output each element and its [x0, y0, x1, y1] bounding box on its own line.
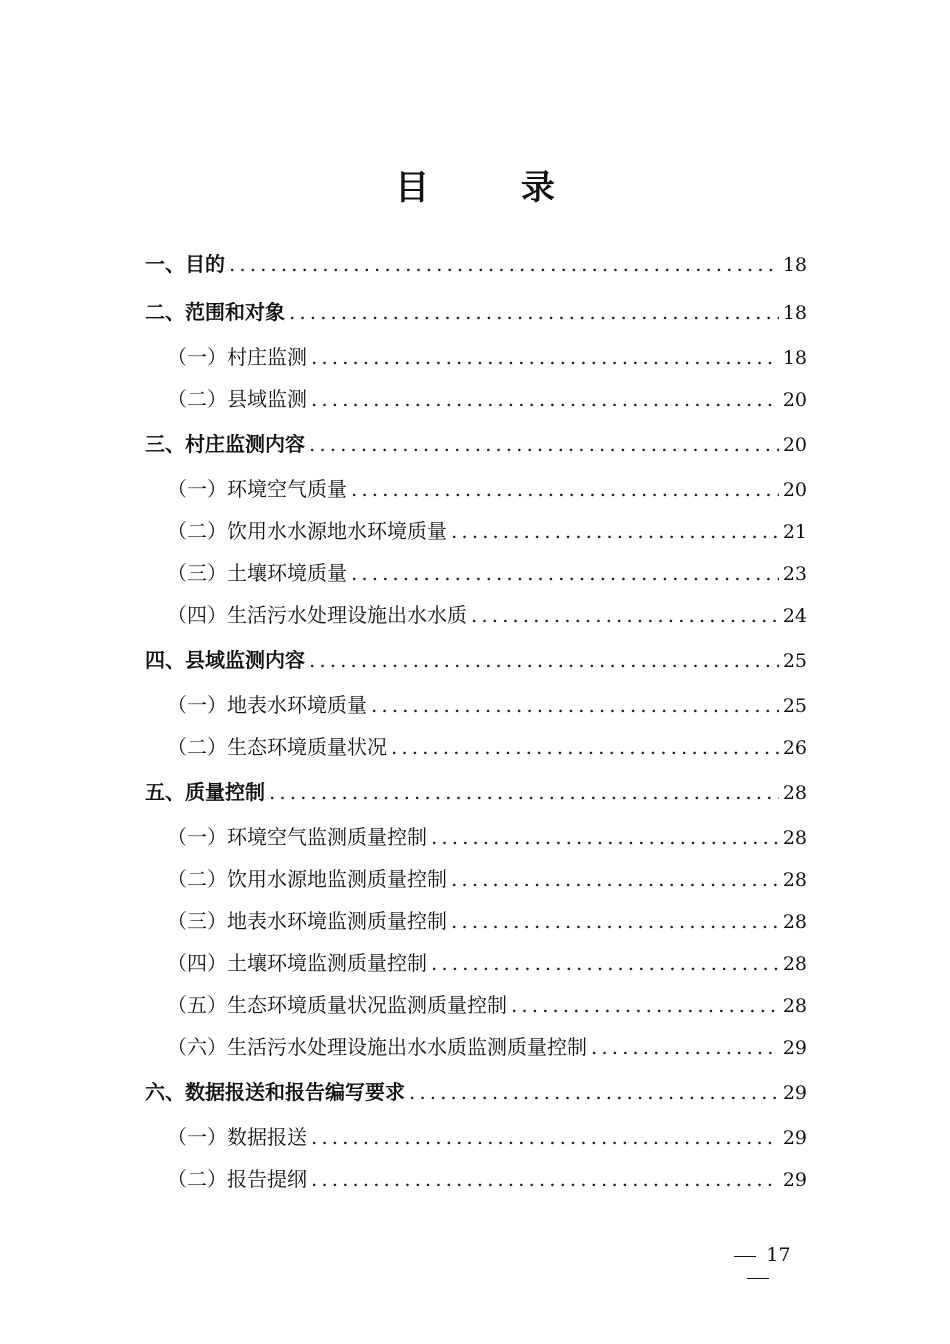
toc-entry-label: 六、数据报送和报告编写要求	[145, 1080, 405, 1104]
toc-entry-label: （五）生态环境质量状况监测质量控制	[167, 993, 507, 1017]
toc-section-entry[interactable]	[145, 1068, 807, 1116]
toc-section-entry[interactable]	[145, 240, 807, 288]
toc-entry-page-number: 28	[782, 953, 807, 975]
toc-subsection-entry[interactable]	[145, 552, 807, 594]
toc-subsection-entry[interactable]	[145, 1116, 807, 1158]
toc-subsection-entry[interactable]	[145, 726, 807, 768]
toc-entry-label: （二）生态环境质量状况	[167, 735, 387, 759]
toc-entry-page-number: 29	[782, 1169, 807, 1191]
toc-subsection-entry[interactable]	[145, 468, 807, 510]
toc-entry-page-number: 26	[782, 737, 807, 759]
toc-entry-label: （一）环境空气监测质量控制	[167, 825, 427, 849]
toc-leader-dots	[311, 336, 779, 378]
toc-entry-label: （三）地表水环境监测质量控制	[167, 909, 447, 933]
toc-subsection-entry[interactable]	[145, 900, 807, 942]
toc-subsection-entry[interactable]	[145, 594, 807, 636]
toc-leader-dots	[311, 1116, 779, 1158]
toc-entry-label: 三、村庄监测内容	[145, 432, 305, 456]
toc-entry-label: （一）数据报送	[167, 1125, 307, 1149]
toc-leader-dots	[471, 594, 779, 636]
toc-entry-page-number: 28	[782, 782, 807, 804]
footer-page-number: 17	[766, 1244, 791, 1266]
toc-entry-page-number: 29	[782, 1127, 807, 1149]
toc-leader-dots	[409, 1068, 779, 1116]
toc-entry-page-number: 25	[782, 650, 807, 672]
footer-dash-left	[734, 1256, 756, 1257]
toc-leader-dots	[351, 468, 779, 510]
toc-entry-label: （二）饮用水水源地水环境质量	[167, 519, 447, 543]
toc-subsection-entry[interactable]	[145, 336, 807, 378]
toc-leader-dots	[391, 726, 779, 768]
toc-entry-label: （一）环境空气质量	[167, 477, 347, 501]
toc-subsection-entry[interactable]	[145, 1026, 807, 1068]
toc-subsection-entry[interactable]	[145, 1158, 807, 1200]
toc-entry-page-number: 20	[782, 479, 807, 501]
toc-leader-dots	[269, 768, 779, 816]
toc-entry-label: （一）村庄监测	[167, 345, 307, 369]
toc-entry-page-number: 25	[782, 695, 807, 717]
toc-subsection-entry[interactable]	[145, 984, 807, 1026]
toc-subsection-entry[interactable]	[145, 858, 807, 900]
toc-subsection-entry[interactable]	[145, 816, 807, 858]
toc-leader-dots	[309, 636, 779, 684]
toc-entry-label: （四）生活污水处理设施出水水质	[167, 603, 467, 627]
toc-leader-dots	[229, 240, 779, 288]
page-title: 目 录	[395, 168, 595, 208]
toc-entry-page-number: 28	[782, 995, 807, 1017]
toc-entry-page-number: 28	[782, 911, 807, 933]
toc-entry-page-number: 29	[782, 1082, 807, 1104]
toc-subsection-entry[interactable]	[145, 684, 807, 726]
toc-entry-page-number: 23	[782, 563, 807, 585]
toc-entry-label: （六）生活污水处理设施出水水质监测质量控制	[167, 1035, 587, 1059]
toc-leader-dots	[591, 1026, 779, 1068]
table-of-contents	[145, 240, 807, 1200]
toc-entry-label: （二）县域监测	[167, 387, 307, 411]
toc-section-entry[interactable]	[145, 288, 807, 336]
toc-entry-label: 五、质量控制	[145, 780, 265, 804]
toc-leader-dots	[371, 684, 779, 726]
toc-subsection-entry[interactable]	[145, 510, 807, 552]
toc-entry-label: （三）土壤环境质量	[167, 561, 347, 585]
toc-entry-label: （四）土壤环境监测质量控制	[167, 951, 427, 975]
toc-leader-dots	[351, 552, 779, 594]
toc-entry-label: 一、目的	[145, 252, 225, 276]
toc-section-entry[interactable]	[145, 420, 807, 468]
toc-leader-dots	[289, 288, 779, 336]
toc-entry-page-number: 29	[782, 1037, 807, 1059]
toc-entry-page-number: 28	[782, 827, 807, 849]
toc-subsection-entry[interactable]	[145, 378, 807, 420]
toc-leader-dots	[451, 510, 779, 552]
toc-entry-page-number: 18	[782, 254, 807, 276]
toc-entry-page-number: 18	[782, 347, 807, 369]
toc-entry-label: 四、县域监测内容	[145, 648, 305, 672]
toc-entry-page-number: 20	[782, 434, 807, 456]
toc-leader-dots	[309, 420, 779, 468]
toc-leader-dots	[431, 942, 779, 984]
toc-leader-dots	[511, 984, 779, 1026]
toc-entry-label: （一）地表水环境质量	[167, 693, 367, 717]
toc-leader-dots	[311, 378, 779, 420]
toc-subsection-entry[interactable]	[145, 942, 807, 984]
page-footer	[705, 1244, 810, 1288]
toc-section-entry[interactable]	[145, 636, 807, 684]
toc-entry-label: 二、范围和对象	[145, 300, 285, 324]
toc-entry-page-number: 21	[782, 521, 807, 543]
toc-leader-dots	[451, 858, 779, 900]
toc-leader-dots	[451, 900, 779, 942]
toc-leader-dots	[311, 1158, 779, 1200]
toc-entry-page-number: 28	[782, 869, 807, 891]
footer-dash-right	[747, 1278, 769, 1279]
toc-entry-page-number: 18	[782, 302, 807, 324]
toc-entry-label: （二）报告提纲	[167, 1167, 307, 1191]
toc-entry-page-number: 24	[782, 605, 807, 627]
toc-section-entry[interactable]	[145, 768, 807, 816]
toc-entry-label: （二）饮用水源地监测质量控制	[167, 867, 447, 891]
toc-entry-page-number: 20	[782, 389, 807, 411]
toc-leader-dots	[431, 816, 779, 858]
